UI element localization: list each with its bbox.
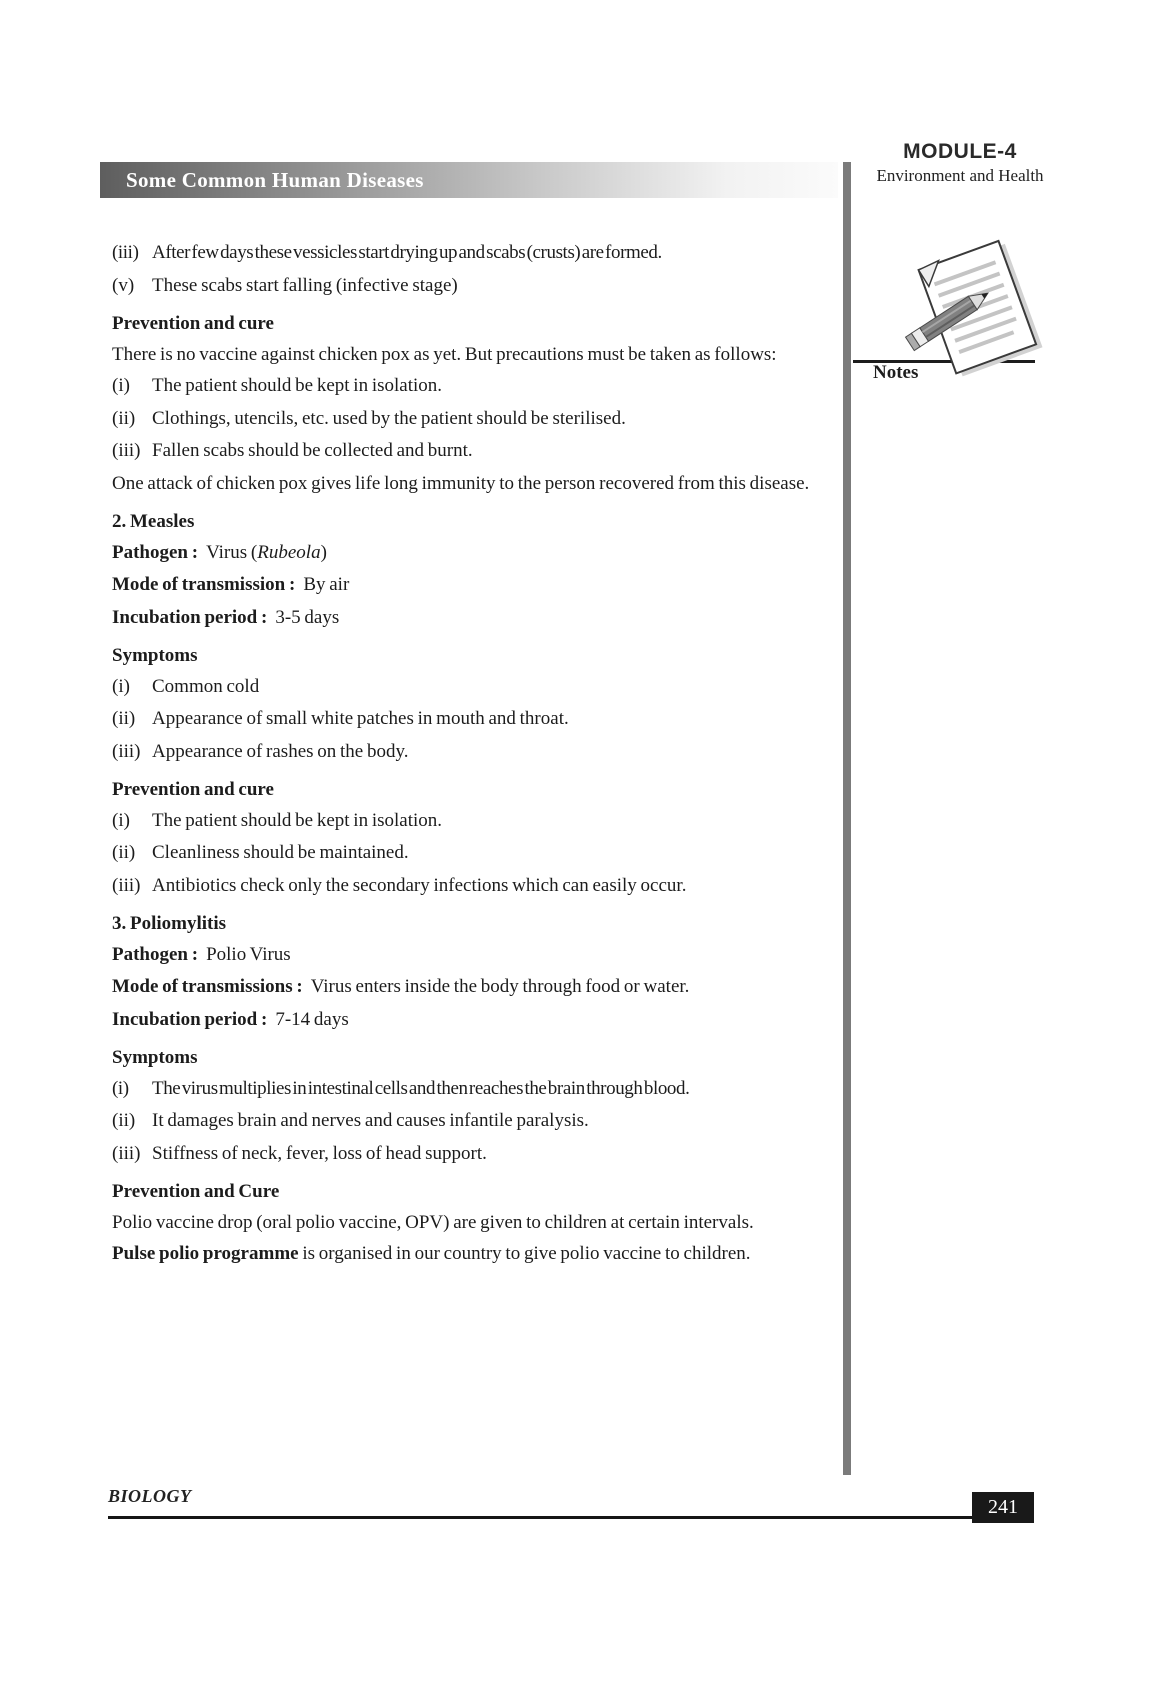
page-number-badge: 241 (972, 1492, 1034, 1523)
chapter-header-bar (100, 162, 838, 198)
list-item (112, 873, 838, 900)
list-item (112, 706, 838, 733)
list-item-number: (i) (112, 675, 130, 697)
section-heading: Prevention and Cure (112, 1181, 280, 1202)
chapter-title: Some Common Human Diseases (126, 167, 424, 192)
section-heading: Prevention and cure (112, 779, 274, 800)
pulse-polio-lead: Pulse polio programme (112, 1243, 299, 1264)
field-label: Mode of transmission : (112, 574, 296, 595)
list-item-text: Fallen scabs should be collected and burnt. (152, 440, 473, 461)
pulse-polio-rest: is organised in our country to give polio vaccine to children. (298, 1243, 751, 1264)
list-item-text: Antibiotics check only the secondary infections which can easily occur. (152, 874, 687, 896)
list-item (112, 406, 838, 433)
list-item (112, 438, 838, 465)
list-item-text: Clothings, utencils, etc. used by the patient should be sterilised. (152, 407, 626, 429)
list-item-number: (ii) (112, 708, 136, 729)
field-value-text: 3-5 days (275, 606, 340, 628)
list-item-text: It damages brain and nerves and causes infantile paralysis. (152, 1110, 589, 1131)
list-item-text: The patient should be kept in isolation. (152, 809, 443, 831)
paragraph: Polio vaccine drop (oral polio vaccine, OPV) are given to children at certain intervals. (112, 1211, 754, 1233)
list-item-number: (iii) (112, 874, 141, 896)
list-item (112, 1108, 838, 1135)
field-label: Incubation period : (112, 606, 268, 628)
list-item-text: Cleanliness should be maintained. (152, 842, 409, 863)
list-item-text: Appearance of rashes on the body. (152, 740, 409, 762)
list-item-text: After few days these vessicles start drying up and scabs (crusts) are formed. (152, 242, 662, 263)
notes-pencil-paper-icon (895, 238, 1055, 388)
field-value-text: Virus ( (206, 541, 258, 563)
list-item-number: (v) (112, 274, 135, 296)
list-item-number: (ii) (112, 407, 136, 429)
mode-of-transmission-line (112, 974, 838, 1001)
list-item (112, 840, 838, 867)
list-item (112, 808, 838, 835)
list-item-number: (iii) (112, 740, 141, 762)
vertical-divider (843, 162, 851, 1475)
field-label: Pathogen : (112, 943, 199, 965)
section-heading: Prevention and cure (112, 313, 274, 334)
footer-subject: BIOLOGY (108, 1486, 192, 1506)
list-item-number: (iii) (112, 242, 139, 263)
section-heading: Symptoms (112, 1047, 198, 1068)
list-item (112, 1141, 838, 1168)
list-item (112, 1076, 838, 1103)
paragraph: One attack of chicken pox gives life long immunity to the person recovered from this disease. (112, 472, 810, 494)
field-value-text: By air (303, 574, 350, 595)
notes-label: Notes (873, 362, 919, 383)
field-value-text: 7-14 days (275, 1008, 349, 1030)
list-item-number: (i) (112, 1077, 129, 1099)
list-item-number: (ii) (112, 842, 136, 863)
list-item (112, 739, 838, 766)
incubation-period-line (112, 1007, 838, 1034)
disease-heading: 3. Poliomylitis (112, 913, 227, 934)
section-heading: Symptoms (112, 645, 198, 666)
paragraph: There is no vaccine against chicken pox as yet. But precautions must be taken as follows: (112, 343, 777, 365)
field-value-text: ) (320, 541, 327, 563)
field-label: Mode of transmissions : (112, 976, 303, 997)
list-item (112, 674, 838, 701)
list-item-number: (ii) (112, 1110, 136, 1131)
field-value-italic: Rubeola (257, 541, 321, 563)
list-item-text: The virus multiplies in intestinal cells and then reaches the brain through blood. (152, 1077, 690, 1099)
list-item-number: (i) (112, 375, 130, 396)
list-item (112, 273, 838, 300)
sidebar (855, 140, 1115, 383)
module-subtitle: Environment and Health (876, 166, 1044, 185)
pulse-polio-paragraph (112, 1241, 838, 1268)
incubation-period-line (112, 605, 838, 632)
footer-rule (108, 1516, 980, 1519)
list-item-text: Common cold (152, 675, 260, 697)
field-value-text: Virus enters inside the body through food or water. (310, 976, 690, 997)
list-item-number: (i) (112, 809, 130, 831)
list-item-text: The patient should be kept in isolation. (152, 375, 443, 396)
pathogen-line (112, 942, 838, 969)
main-text-column (112, 240, 838, 1273)
pathogen-line (112, 540, 838, 567)
list-item-number: (iii) (112, 440, 141, 461)
list-item-text: Stiffness of neck, fever, loss of head support. (152, 1142, 487, 1164)
list-item (112, 373, 838, 400)
list-item-number: (iii) (112, 1142, 141, 1164)
field-label: Incubation period : (112, 1008, 268, 1030)
field-value-text: Polio Virus (206, 943, 291, 965)
module-title: MODULE-4 (903, 140, 1017, 163)
field-label: Pathogen : (112, 541, 199, 563)
list-item-text: These scabs start falling (infective stage) (152, 274, 458, 296)
list-item (112, 240, 838, 267)
disease-heading: 2. Measles (112, 511, 195, 532)
list-item-text: Appearance of small white patches in mouth and throat. (152, 708, 569, 729)
mode-of-transmission-line (112, 572, 838, 599)
